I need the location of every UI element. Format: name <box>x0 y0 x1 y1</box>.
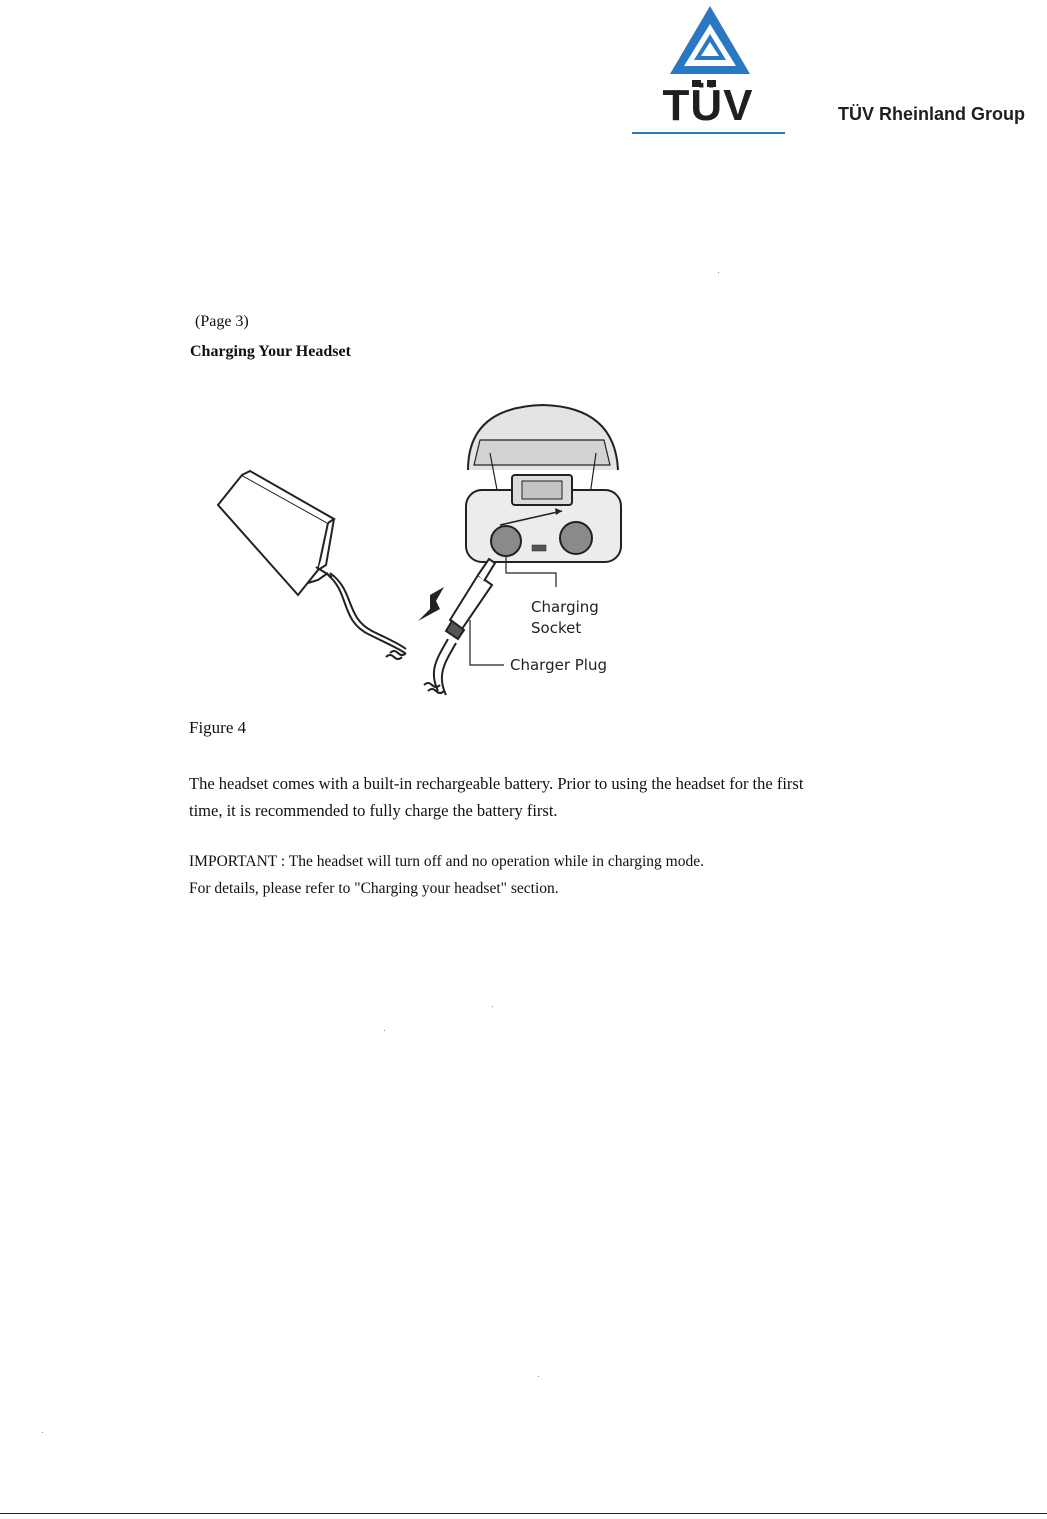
important-note <box>189 848 829 902</box>
logo-underline <box>632 132 785 134</box>
scan-speck <box>718 272 719 273</box>
page-reference: (Page 3) <box>195 313 249 330</box>
adapter-cable-icon <box>316 567 406 659</box>
page-bottom-rule <box>0 1513 1047 1514</box>
figure-caption: Figure 4 <box>189 718 247 737</box>
logo-wordmark: TÜV <box>662 81 754 130</box>
scan-speck <box>538 1376 539 1377</box>
scan-speck <box>384 1030 385 1031</box>
body-paragraph: The headset comes with a built-in rechargeable battery. Prior to using the headset for the first time, it is recommended to fully charge the battery first. <box>189 774 804 820</box>
charger-plug-icon <box>424 559 495 695</box>
charging-illustration <box>200 395 660 710</box>
charging-socket-label-line1: Charging <box>531 598 599 616</box>
charging-socket-label-line2: Socket <box>531 619 582 637</box>
insert-arrow-icon <box>418 587 444 621</box>
scan-speck <box>492 1006 493 1007</box>
charger-plug-label: Charger Plug <box>510 656 608 674</box>
power-adapter-icon <box>218 471 334 595</box>
important-note-line2: For details, please refer to "Charging your headset" section. <box>189 880 559 897</box>
group-name: TÜV Rheinland Group <box>838 104 1025 124</box>
section-heading: Charging Your Headset <box>190 343 351 360</box>
charging-base-icon <box>466 405 621 562</box>
important-note-line1: IMPORTANT : The headset will turn off and no operation while in charging mode. <box>189 853 704 870</box>
scan-speck <box>42 1432 43 1433</box>
